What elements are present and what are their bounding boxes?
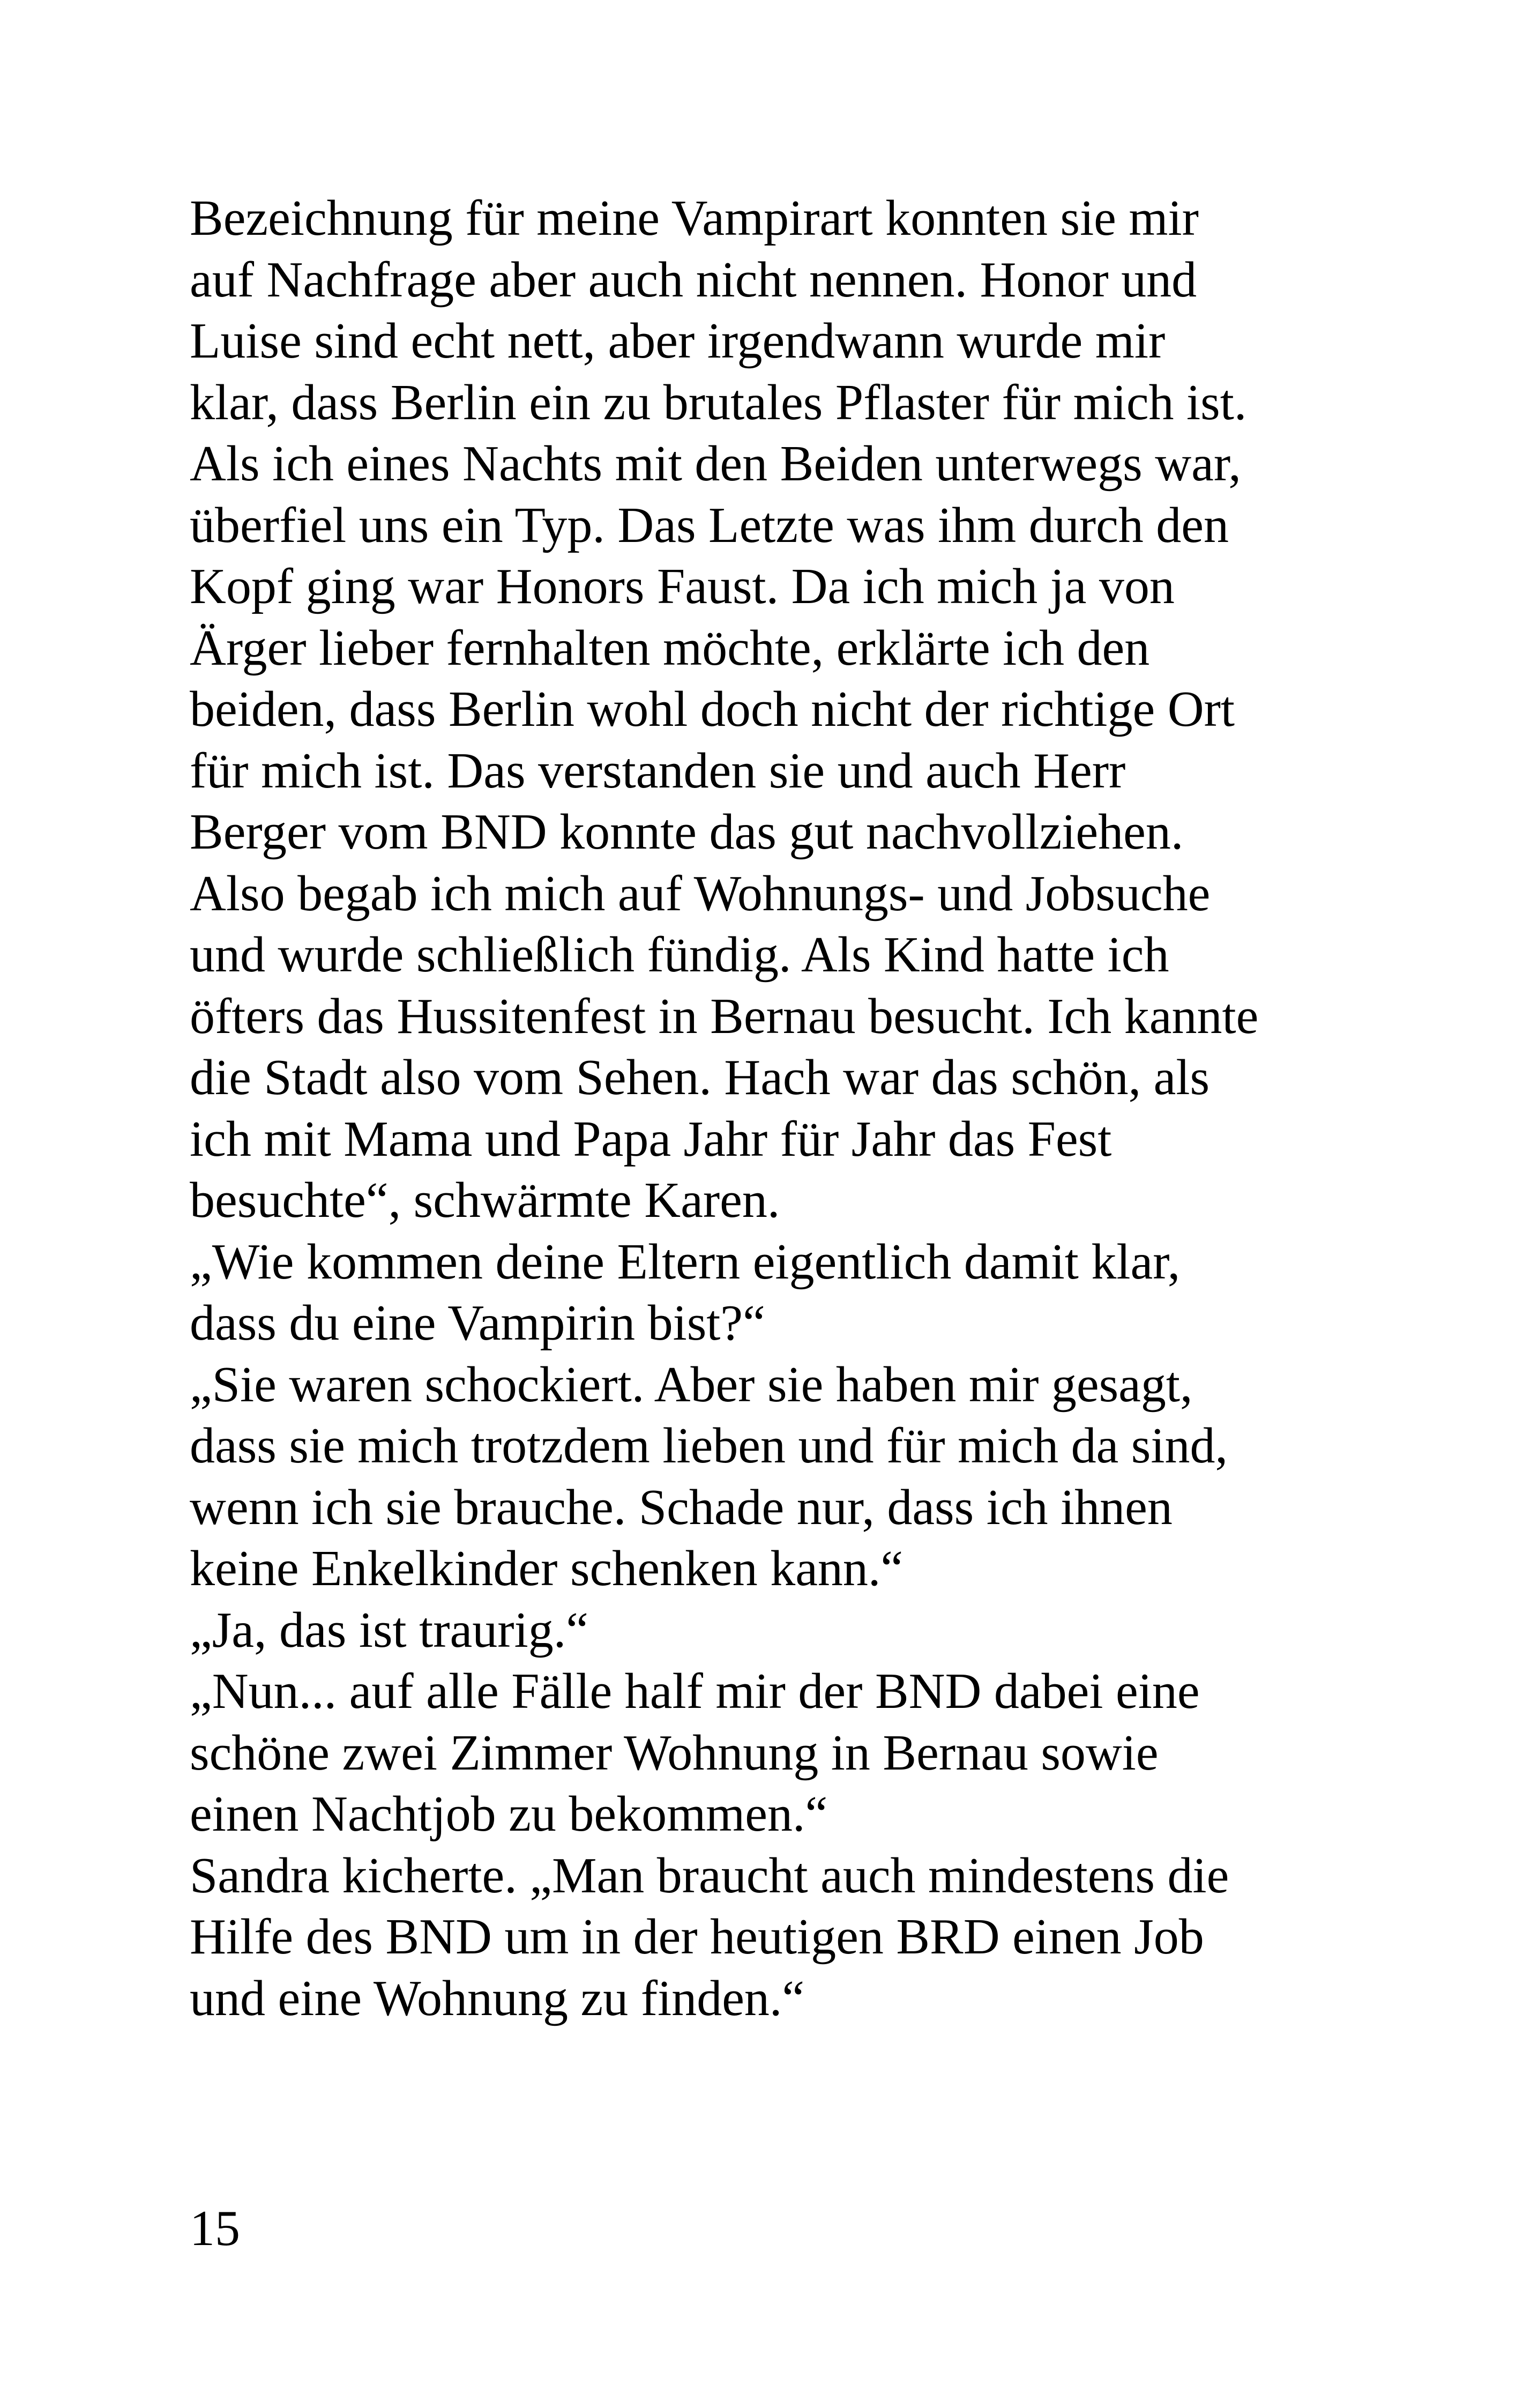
text-line: „Nun... auf alle Fälle half mir der BND dabei eine — [190, 1663, 1200, 1719]
text-line: Hilfe des BND um in der heutigen BRD einen Job — [190, 1909, 1204, 1965]
text-line: ich mit Mama und Papa Jahr für Jahr das Fest — [190, 1111, 1112, 1167]
text-line: für mich ist. Das verstanden sie und auch Herr — [190, 742, 1126, 799]
text-line: öfters das Hussitenfest in Bernau besucht. Ich kannte — [190, 988, 1259, 1044]
text-line: auf Nachfrage aber auch nicht nennen. Honor und — [190, 251, 1197, 308]
text-line: Also begab ich mich auf Wohnungs- und Jobsuche — [190, 865, 1211, 921]
text-line: besuchte“, schwärmte Karen. — [190, 1172, 780, 1228]
text-line: „Ja, das ist traurig.“ — [190, 1602, 588, 1658]
text-line: Bezeichnung für meine Vampirart konnten sie mir — [190, 190, 1199, 246]
text-line: überfiel uns ein Typ. Das Letzte was ihm durch den — [190, 497, 1229, 553]
text-line: einen Nachtjob zu bekommen.“ — [190, 1786, 828, 1842]
text-line: Luise sind echt nett, aber irgendwann wurde mir — [190, 313, 1166, 369]
text-line: dass du eine Vampirin bist?“ — [190, 1295, 765, 1351]
text-line: Ärger lieber fernhalten möchte, erklärte ich den — [190, 620, 1150, 676]
text-line: schöne zwei Zimmer Wohnung in Bernau sowie — [190, 1725, 1159, 1781]
text-line: und wurde schließlich fündig. Als Kind hatte ich — [190, 927, 1169, 983]
text-line: Als ich eines Nachts mit den Beiden unterwegs war, — [190, 436, 1241, 492]
text-line: dass sie mich trotzdem lieben und für mich da sind, — [190, 1418, 1228, 1474]
text-line: Kopf ging war Honors Faust. Da ich mich ja von — [190, 559, 1175, 614]
text-line: Sandra kicherte. „Man braucht auch mindestens die — [190, 1847, 1229, 1904]
text-line: „Sie waren schockiert. Aber sie haben mir gesagt, — [190, 1356, 1193, 1413]
text-line: „Wie kommen deine Eltern eigentlich damit klar, — [190, 1233, 1181, 1290]
text-line: klar, dass Berlin ein zu brutales Pflaster für mich ist. — [190, 374, 1247, 430]
text-line: Berger vom BND konnte das gut nachvollziehen. — [190, 804, 1184, 860]
text-line: keine Enkelkinder schenken kann.“ — [190, 1541, 904, 1596]
text-line: und eine Wohnung zu finden.“ — [190, 1970, 805, 2026]
page-number: 15 — [190, 2201, 240, 2256]
body-text — [190, 188, 1369, 2029]
text-line: wenn ich sie brauche. Schade nur, dass ich ihnen — [190, 1479, 1173, 1535]
text-line: beiden, dass Berlin wohl doch nicht der richtige Ort — [190, 681, 1235, 737]
text-line: die Stadt also vom Sehen. Hach war das schön, als — [190, 1050, 1210, 1105]
